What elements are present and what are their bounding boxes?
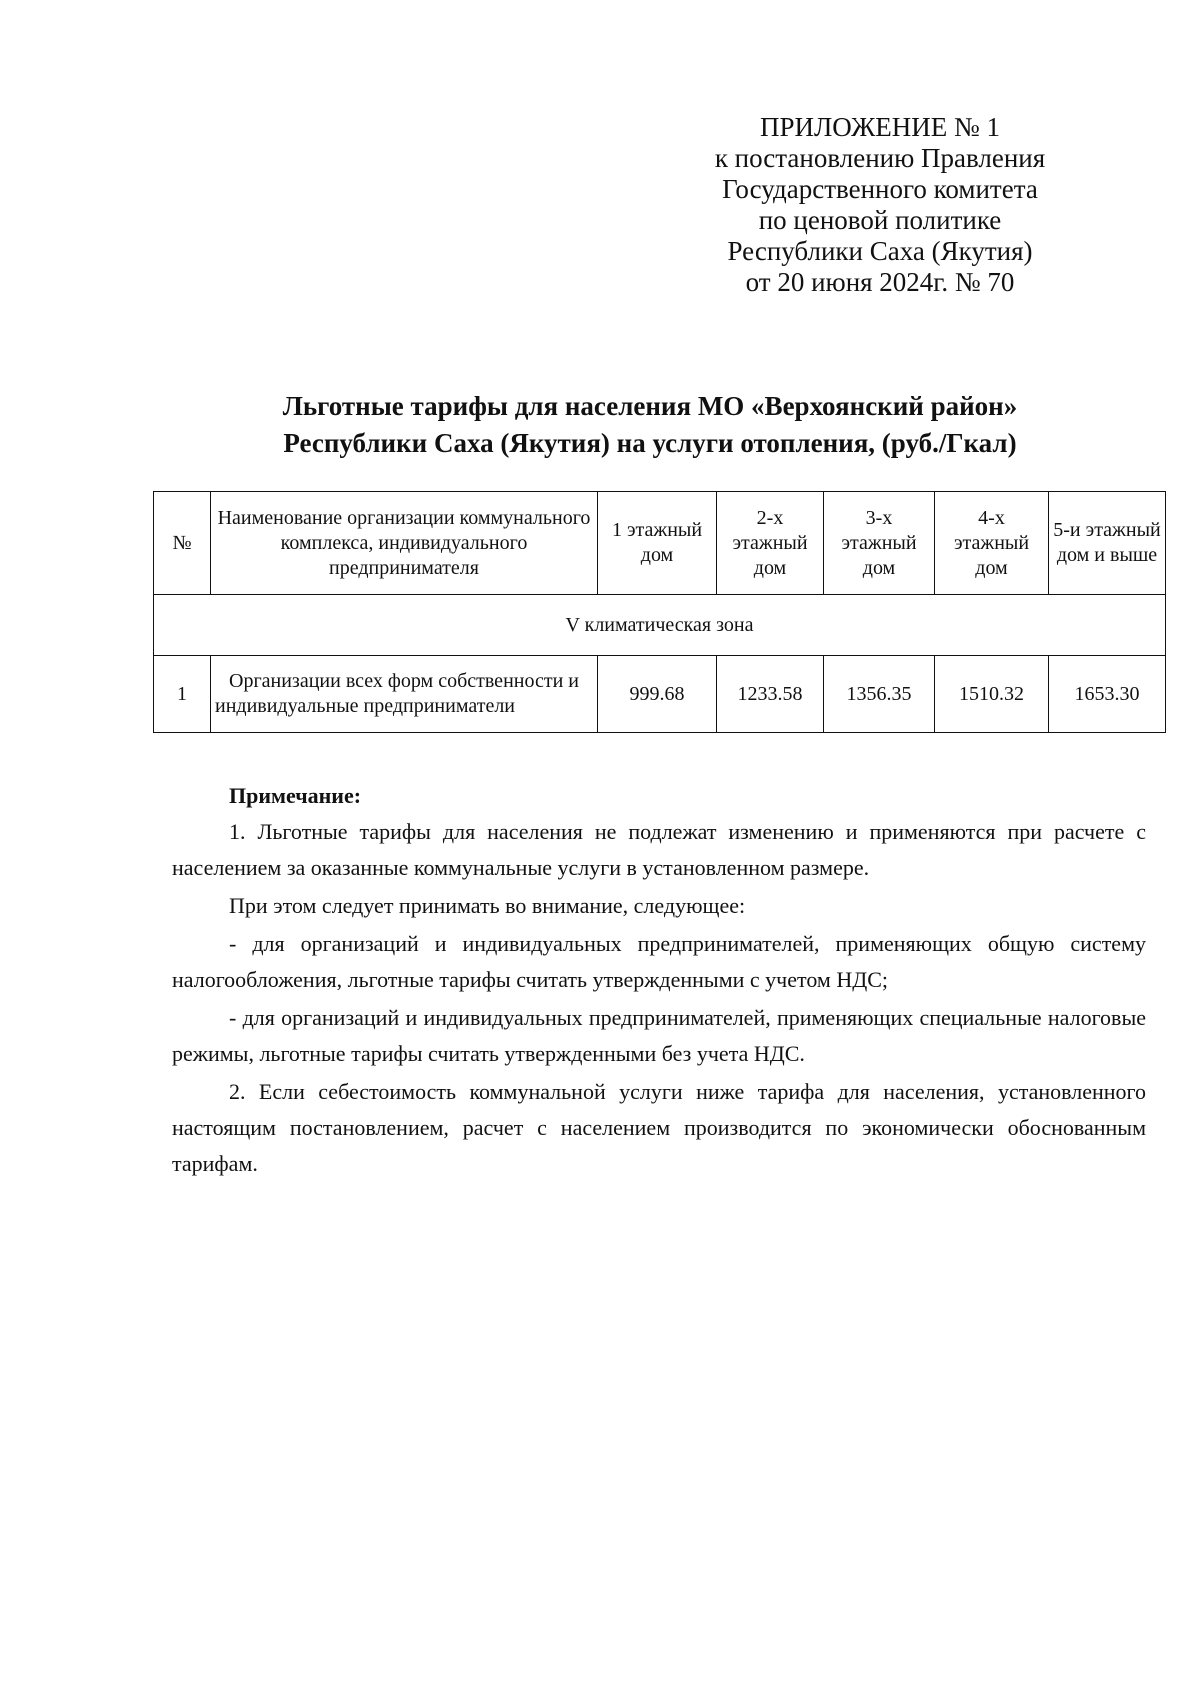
note-paragraph-5: 2. Если себестоимость коммунальной услуги ниже тарифа для населения, установленного настоящим постановлением, расчет с населением производится по экономически обоснованным тарифам.: [172, 1079, 1146, 1176]
climate-zone: V климатическая зона: [154, 595, 1166, 656]
note-paragraph-1: 1. Льготные тарифы для населения не подлежат изменению и применяются при расчете с населением за оказанные коммунальные услуги в установленном размере.: [172, 819, 1146, 880]
table-row: [154, 656, 1166, 733]
appendix-policy: по ценовой политике: [758, 205, 1002, 235]
note-paragraph-2: При этом следует принимать во внимание, следующее:: [229, 893, 746, 918]
row-tariff-5-floor: 1653.30: [1049, 656, 1166, 733]
title-line-1: Льготные тарифы для населения МО «Верхоянский район»: [282, 391, 1018, 421]
tariff-table: [153, 491, 1166, 733]
appendix-block: [680, 112, 1080, 298]
header-5-floor-and-above: 5-и этажный дом и выше: [1049, 492, 1166, 595]
row-tariff-1-floor: 999.68: [598, 656, 717, 733]
header-3-floor: 3-х этажный дом: [824, 492, 935, 595]
document-title: [150, 388, 1150, 462]
title-line-2: Республики Саха (Якутия) на услуги отопления, (руб./Гкал): [283, 428, 1017, 458]
row-tariff-2-floor: 1233.58: [717, 656, 824, 733]
header-1-floor: 1 этажный дом: [598, 492, 717, 595]
table-header-row: [154, 492, 1166, 595]
note-paragraph-3: - для организаций и индивидуальных предпринимателей, применяющих общую систему налогообложения, льготные тарифы считать утвержденными с учетом НДС;: [172, 931, 1146, 992]
appendix-resolution: к постановлению Правления: [714, 143, 1046, 173]
appendix-committee: Государственного комитета: [722, 174, 1038, 204]
row-tariff-3-floor: 1356.35: [824, 656, 935, 733]
notes-heading: Примечание:: [229, 783, 362, 808]
row-tariff-4-floor: 1510.32: [935, 656, 1049, 733]
appendix-date: от 20 июня 2024г. № 70: [745, 267, 1015, 297]
header-2-floor: 2-х этажный дом: [717, 492, 824, 595]
notes-section: [172, 778, 1146, 1182]
header-number: №: [154, 492, 211, 595]
header-4-floor: 4-х этажный дом: [935, 492, 1049, 595]
row-number: 1: [154, 656, 211, 733]
row-organization: Организации всех форм собственности и индивидуальные предприниматели: [211, 656, 598, 733]
appendix-republic: Республики Саха (Якутия): [727, 236, 1033, 266]
appendix-number: ПРИЛОЖЕНИЕ № 1: [759, 112, 1001, 142]
note-paragraph-4: - для организаций и индивидуальных предпринимателей, применяющих специальные налоговые режимы, льготные тарифы считать утвержденными без учета НДС.: [172, 1005, 1146, 1066]
table-zone-row: [154, 595, 1166, 656]
header-organization: Наименование организации коммунального комплекса, индивидуального предпринимателя: [211, 492, 598, 595]
